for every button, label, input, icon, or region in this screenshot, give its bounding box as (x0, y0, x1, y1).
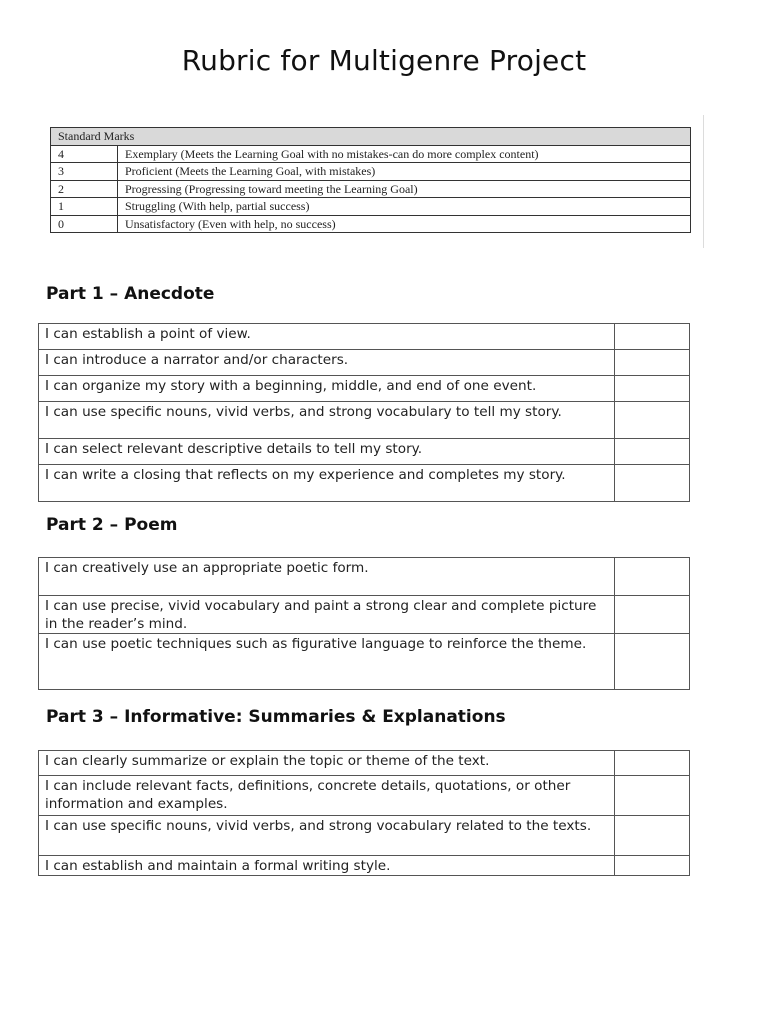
part2-heading: Part 2 – Poem (46, 515, 178, 535)
rubric-row (39, 465, 690, 502)
mark-value: 2 (51, 180, 118, 198)
criterion-text: I can clearly summarize or explain the topic or theme of the text. (39, 751, 615, 776)
rubric-row (39, 402, 690, 439)
rubric-row (39, 324, 690, 350)
criterion-text: I can introduce a narrator and/or characters. (39, 350, 615, 376)
standard-marks-row (51, 145, 691, 163)
score-cell[interactable] (615, 324, 690, 350)
rubric-row (39, 558, 690, 596)
part3-heading: Part 3 – Informative: Summaries & Explanations (46, 707, 506, 727)
standard-marks-table (50, 127, 691, 233)
standard-marks-row (51, 180, 691, 198)
score-cell[interactable] (615, 465, 690, 502)
criterion-text: I can include relevant facts, definitions, concrete details, quotations, or other information and examples. (39, 776, 615, 816)
criterion-text: I can select relevant descriptive details to tell my story. (39, 439, 615, 465)
criterion-text: I can use precise, vivid vocabulary and paint a strong clear and complete picture in the reader’s mind. (39, 596, 615, 634)
standard-marks-header-row (51, 128, 691, 146)
mark-description: Proficient (Meets the Learning Goal, with mistakes) (118, 163, 691, 181)
criterion-text: I can establish a point of view. (39, 324, 615, 350)
score-cell[interactable] (615, 596, 690, 634)
rubric-row (39, 376, 690, 402)
mark-description: Unsatisfactory (Even with help, no success) (118, 215, 691, 233)
standard-marks-row (51, 163, 691, 181)
rubric-row (39, 596, 690, 634)
rubric-row (39, 856, 690, 876)
mark-value: 1 (51, 198, 118, 216)
score-cell[interactable] (615, 856, 690, 876)
rubric-row (39, 634, 690, 690)
criterion-text: I can creatively use an appropriate poetic form. (39, 558, 615, 596)
page-title: Rubric for Multigenre Project (181, 44, 587, 77)
rubric-row (39, 350, 690, 376)
rubric-row (39, 776, 690, 816)
score-cell[interactable] (615, 816, 690, 856)
score-cell[interactable] (615, 376, 690, 402)
standard-marks-header: Standard Marks (51, 128, 691, 146)
score-cell[interactable] (615, 558, 690, 596)
criterion-text: I can write a closing that reflects on my experience and completes my story. (39, 465, 615, 502)
score-cell[interactable] (615, 751, 690, 776)
mark-value: 0 (51, 215, 118, 233)
score-cell[interactable] (615, 776, 690, 816)
part1-heading: Part 1 – Anecdote (46, 284, 215, 304)
mark-description: Exemplary (Meets the Learning Goal with no mistakes-can do more complex content) (118, 145, 691, 163)
part1-rubric-table (38, 323, 690, 502)
standard-marks-row (51, 215, 691, 233)
part2-rubric-table (38, 557, 690, 690)
criterion-text: I can use poetic techniques such as figurative language to reinforce the theme. (39, 634, 615, 690)
part3-rubric-table (38, 750, 690, 876)
score-cell[interactable] (615, 402, 690, 439)
mark-description: Progressing (Progressing toward meeting the Learning Goal) (118, 180, 691, 198)
standard-marks-row (51, 198, 691, 216)
criterion-text: I can establish and maintain a formal writing style. (39, 856, 615, 876)
score-cell[interactable] (615, 350, 690, 376)
criterion-text: I can use specific nouns, vivid verbs, and strong vocabulary to tell my story. (39, 402, 615, 439)
mark-value: 4 (51, 145, 118, 163)
mark-description: Struggling (With help, partial success) (118, 198, 691, 216)
image-edge-divider (703, 115, 704, 248)
rubric-row (39, 816, 690, 856)
score-cell[interactable] (615, 439, 690, 465)
mark-value: 3 (51, 163, 118, 181)
criterion-text: I can organize my story with a beginning, middle, and end of one event. (39, 376, 615, 402)
rubric-row (39, 751, 690, 776)
score-cell[interactable] (615, 634, 690, 690)
rubric-row (39, 439, 690, 465)
criterion-text: I can use specific nouns, vivid verbs, and strong vocabulary related to the texts. (39, 816, 615, 856)
